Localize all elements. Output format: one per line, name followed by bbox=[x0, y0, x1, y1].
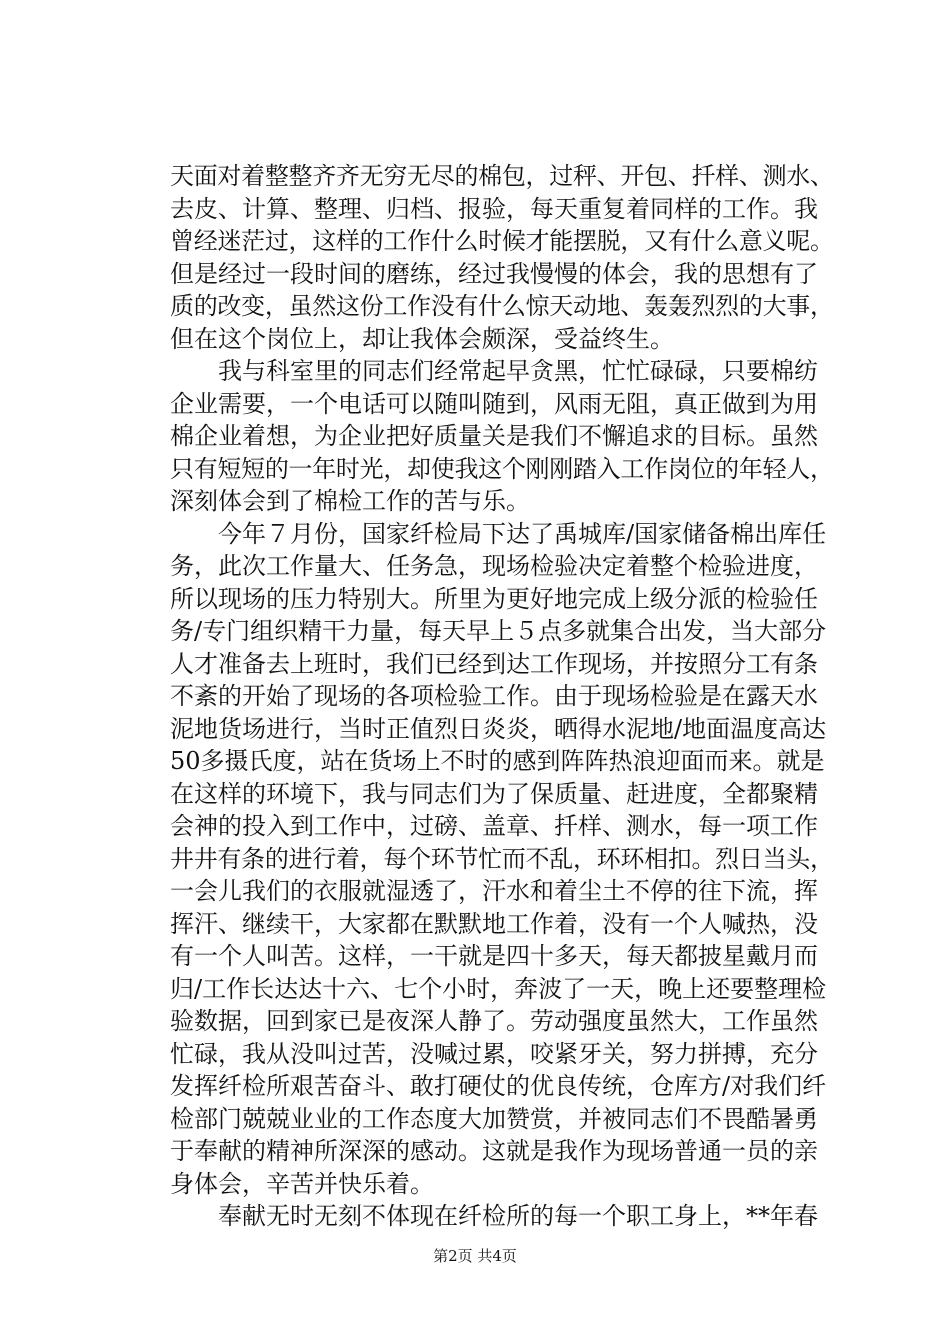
text-line: 发挥纤检所艰苦奋斗、敢打硬仗的优良传统，仓库方/对我们纤 bbox=[170, 1072, 827, 1100]
text-line: 深刻体会到了棉检工作的苦与乐。 bbox=[170, 487, 530, 515]
text-line: 所以现场的压力特别大。所里为更好地完成上级分派的检验任 bbox=[170, 584, 818, 613]
text-line: 检部门兢兢业业的工作态度大加赞赏，并被同志们不畏酷暑勇 bbox=[170, 1104, 818, 1133]
text-line: 验数据，回到家已是夜深人静了。劳动强度虽然大，工作虽然 bbox=[170, 1007, 818, 1035]
text-line: 身体会，辛苦并快乐着。 bbox=[170, 1169, 434, 1198]
body-text bbox=[170, 160, 834, 1233]
text-line: 忙碌，我从没叫过苦，没喊过累，咬紧牙关，努力拼搏，充分 bbox=[170, 1039, 818, 1068]
text-line: 不紊的开始了现场的各项检验工作。由于现场检验是在露天水 bbox=[170, 682, 818, 710]
text-line: 泥地货场进行，当时正值烈日炎炎，晒得水泥地/地面温度高达 bbox=[170, 714, 827, 743]
text-line: 50多摄氏度，站在货场上不时的感到阵阵热浪迎面而来。就是 bbox=[170, 747, 825, 775]
text-line: 在这样的环境下，我与同志们为了保质量、赶进度，全都聚精 bbox=[170, 779, 818, 808]
text-line: 务，此次工作量大、任务急，现场检验决定着整个检验进度， bbox=[170, 552, 818, 580]
text-line: 企业需要，一个电话可以随叫随到，风雨无阻，真正做到为用 bbox=[170, 389, 818, 418]
text-line: 我与科室里的同志们经常起早贪黑，忙忙碌碌，只要棉纺 bbox=[170, 357, 818, 385]
text-line: 奉献无时无刻不体现在纤检所的每一个职工身上，**年春 bbox=[170, 1202, 818, 1230]
text-line: 曾经迷茫过，这样的工作什么时候才能摆脱，又有什么意义呢。 bbox=[170, 227, 834, 255]
text-line: 井井有条的进行着，每个环节忙而不乱，环环相扣。烈日当头， bbox=[170, 844, 834, 873]
text-line: 挥汗、继续干，大家都在默默地工作着，没有一个人喊热，没 bbox=[170, 909, 818, 938]
text-line: 于奉献的精神所深深的感动。这就是我作为现场普通一员的亲 bbox=[170, 1137, 818, 1165]
text-line: 有一个人叫苦。这样，一干就是四十多天，每天都披星戴月而 bbox=[170, 942, 818, 970]
text-line: 人才准备去上班时，我们已经到达工作现场，并按照分工有条 bbox=[170, 649, 818, 678]
text-line: 只有短短的一年时光，却使我这个刚刚踏入工作岗位的年轻人， bbox=[170, 454, 834, 483]
text-line: 去皮、计算、整理、归档、报验，每天重复着同样的工作。我 bbox=[170, 194, 818, 223]
text-line: 一会儿我们的衣服就湿透了，汗水和着尘土不停的往下流，挥 bbox=[170, 877, 818, 905]
text-line: 但是经过一段时间的磨练，经过我慢慢的体会，我的思想有了 bbox=[170, 259, 818, 288]
text-line: 棉企业着想，为企业把好质量关是我们不懈追求的目标。虽然 bbox=[170, 422, 818, 450]
text-line: 务/专门组织精干力量，每天早上５点多就集合出发，当大部分 bbox=[170, 617, 827, 645]
text-line: 今年７月份，国家纤检局下达了禹城库/国家储备棉出库任 bbox=[170, 519, 827, 548]
text-line: 归/工作长达达十六、七个小时，奔波了一天，晚上还要整理检 bbox=[170, 974, 827, 1003]
text-line: 天面对着整整齐齐无穷无尽的棉包，过秤、开包、扦样、测水、 bbox=[170, 162, 834, 190]
text-line: 但在这个岗位上，却让我体会颇深，受益终生。 bbox=[170, 324, 674, 353]
text-line: 质的改变，虽然这份工作没有什么惊天动地、轰轰烈烈的大事， bbox=[170, 292, 834, 320]
text-line: 会神的投入到工作中，过磅、盖章、扦样、测水，每一项工作 bbox=[170, 812, 818, 840]
page-footer: 第2页 共4页 bbox=[433, 1247, 517, 1265]
